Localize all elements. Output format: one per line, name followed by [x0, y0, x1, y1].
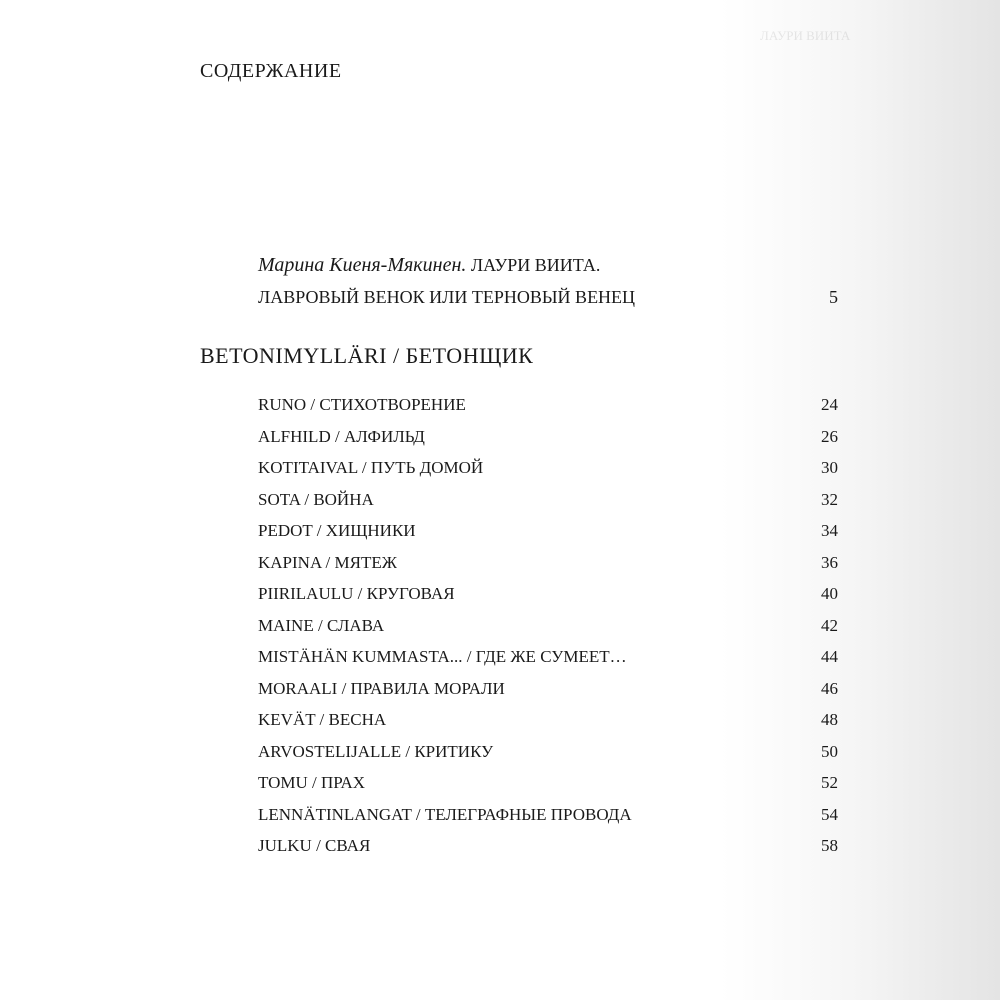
toc-entry-title: MISTÄHÄN KUMMASTA... / ГДЕ ЖЕ СУМЕЕТ…: [258, 647, 627, 666]
show-through-text: ЛАУРИ ВИИТА: [760, 28, 851, 43]
toc-entry-page: 58: [821, 836, 838, 855]
toc-entry-page: 42: [821, 615, 838, 635]
toc-entry-page: 54: [821, 804, 838, 824]
toc-entry-page: 36: [821, 552, 838, 572]
toc-entry-title: RUNO / СТИХОТВОРЕНИЕ: [258, 395, 466, 414]
toc-entry-page: 26: [821, 426, 838, 446]
toc-entry-title: JULKU / СВАЯ: [258, 836, 371, 855]
toc-entry-title: KEVÄT / ВЕСНА: [258, 710, 387, 729]
toc-entry-title: PIIRILAULU / КРУГОВАЯ: [258, 584, 455, 603]
toc-entry: [258, 641, 838, 673]
toc-entry-page: 52: [821, 773, 838, 792]
intro-entry: [258, 249, 838, 313]
toc-entry-title: MORAALI / ПРАВИЛА МОРАЛИ: [258, 678, 505, 698]
toc-entry: [258, 767, 838, 799]
toc-entry-page: 50: [821, 741, 838, 761]
intro-row-1: [258, 249, 838, 281]
toc-entry: [258, 830, 838, 862]
toc-entry: [258, 799, 838, 831]
toc-entry-title: MAINE / СЛАВА: [258, 615, 385, 635]
intro-title-line-2: ЛАВРОВЫЙ ВЕНОК ИЛИ ТЕРНОВЫЙ ВЕНЕЦ: [258, 287, 636, 307]
toc-entry-title: PEDOT / ХИЩНИКИ: [258, 521, 416, 540]
toc-entry-page: 46: [821, 678, 838, 698]
toc-entry: [258, 389, 838, 421]
toc-entry-page: 48: [821, 710, 838, 729]
intro-page-number: 5: [829, 287, 838, 307]
toc-entry: [258, 452, 838, 484]
toc-entry-title: TOMU / ПРАХ: [258, 773, 366, 792]
toc-entry: [258, 578, 838, 610]
intro-row-2: [258, 281, 838, 313]
toc-entry-title: ARVOSTELIJALLE / КРИТИКУ: [258, 741, 494, 761]
section-title: BETONIMYLLÄRI / БЕТОНЩИК: [200, 343, 534, 368]
toc-entry-title: ALFHILD / АЛФИЛЬД: [258, 426, 425, 446]
toc-entry: [258, 484, 838, 516]
toc-list: [258, 389, 838, 862]
toc-entry: [258, 421, 838, 453]
toc-entry: [258, 547, 838, 579]
toc-entry-page: 40: [821, 584, 838, 603]
toc-entry-page: 32: [821, 489, 838, 509]
intro-title-line-1: ЛАУРИ ВИИТА.: [470, 255, 601, 275]
toc-entry: [258, 736, 838, 768]
toc-entry: [258, 673, 838, 705]
toc-entry-title: KAPINA / МЯТЕЖ: [258, 552, 397, 572]
page-heading: СОДЕРЖАНИЕ: [200, 60, 342, 82]
toc-entry-title: LENNÄTINLANGAT / ТЕЛЕГРАФНЫЕ ПРОВОДА: [258, 804, 632, 824]
toc-entry-page: 44: [821, 647, 838, 666]
toc-entry-page: 24: [821, 395, 838, 414]
toc-entry: [258, 704, 838, 736]
toc-entry-page: 30: [821, 458, 838, 477]
toc-entry-page: 34: [821, 521, 838, 540]
toc-entry: [258, 610, 838, 642]
toc-entry-title: KOTITAIVAL / ПУТЬ ДОМОЙ: [258, 458, 484, 477]
toc-entry: [258, 515, 838, 547]
toc-entry-title: SOTA / ВОЙНА: [258, 489, 374, 509]
intro-author: Марина Киеня-Мякинен.: [258, 254, 467, 276]
